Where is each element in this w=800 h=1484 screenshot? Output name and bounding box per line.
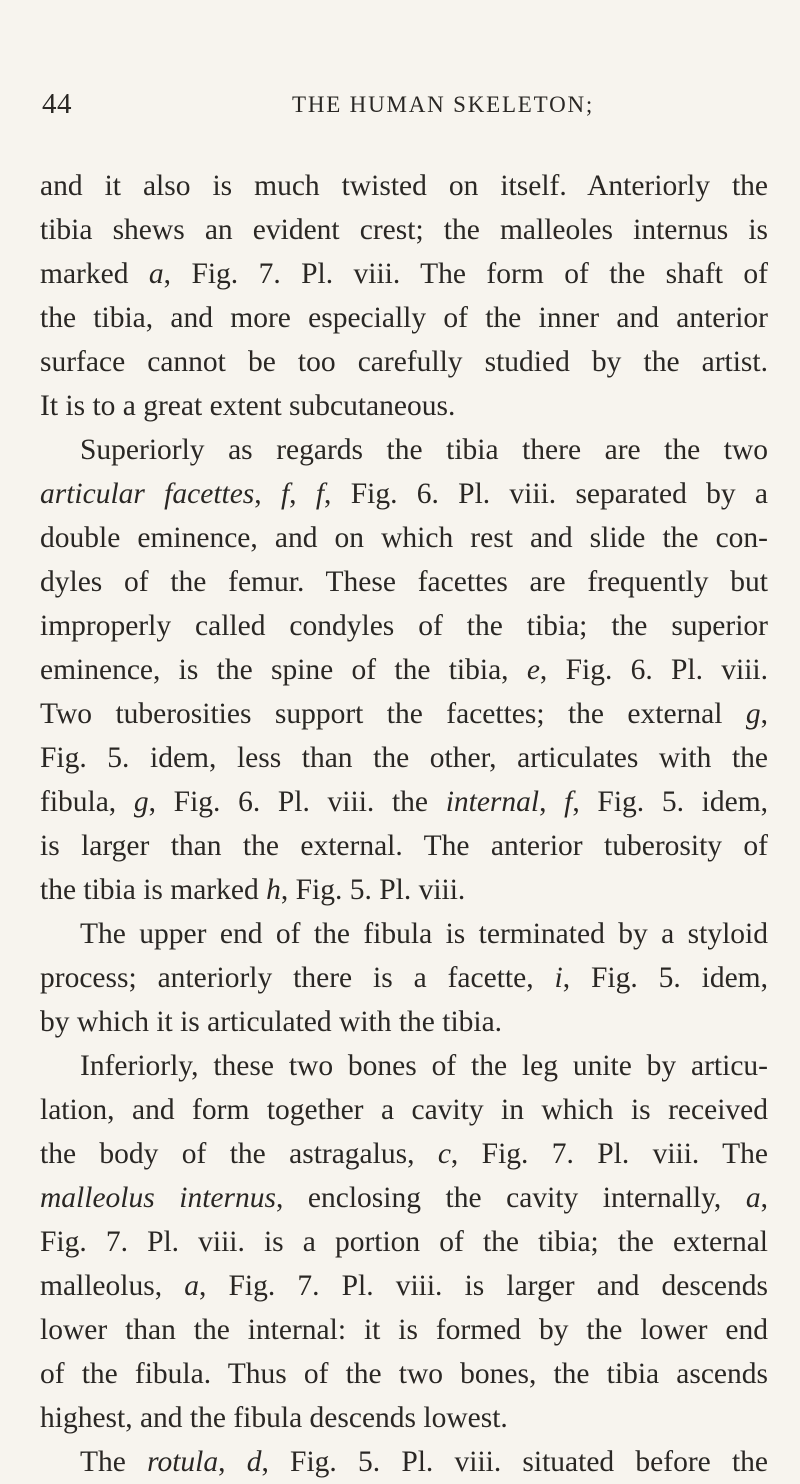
- text-line: Fig. 5. idem, less than the other, articulates with the: [40, 742, 768, 774]
- text-line: is larger than the external. The anterior tuberosity of: [40, 830, 768, 862]
- text-line: The rotula, d, Fig. 5. Pl. viii. situated before the: [80, 1446, 768, 1478]
- running-title: THE HUMAN SKELETON;: [292, 92, 595, 117]
- text-line: Two tuberosities support the facettes; the external g,: [40, 698, 768, 730]
- text-line: lation, and form together a cavity in which is received: [40, 1094, 768, 1126]
- text-line: highest, and the fibula descends lowest.: [40, 1402, 508, 1434]
- text-line: the tibia is marked h, Fig. 5. Pl. viii.: [40, 874, 466, 906]
- text-line: eminence, is the spine of the tibia, e, Fig. 6. Pl. viii.: [40, 654, 768, 686]
- text-line: and it also is much twisted on itself. Anteriorly the: [40, 170, 768, 202]
- text-line: Superiorly as regards the tibia there are the two: [80, 434, 768, 466]
- text-line: Inferiorly, these two bones of the leg unite by articu-: [80, 1050, 768, 1082]
- body-text: [40, 164, 768, 1484]
- text-line: of the fibula. Thus of the two bones, the tibia ascends: [40, 1358, 768, 1390]
- text-line: articular facettes, f, f, Fig. 6. Pl. viii. separated by a: [40, 478, 768, 510]
- text-line: improperly called condyles of the tibia; the superior: [40, 610, 768, 642]
- running-head: [42, 88, 762, 128]
- text-line: the tibia, and more especially of the inner and anterior: [40, 302, 768, 334]
- text-line: lower than the internal: it is formed by the lower end: [40, 1314, 768, 1346]
- text-line: process; anteriorly there is a facette, i, Fig. 5. idem,: [40, 962, 768, 994]
- page-number: 44: [42, 88, 72, 120]
- text-line: tibia shews an evident crest; the malleoles internus is: [40, 214, 768, 246]
- text-line: double eminence, and on which rest and slide the con-: [40, 522, 768, 554]
- text-line: marked a, Fig. 7. Pl. viii. The form of the shaft of: [40, 258, 768, 290]
- text-line: surface cannot be too carefully studied by the artist.: [40, 346, 768, 378]
- text-line: dyles of the femur. These facettes are frequently but: [40, 566, 768, 598]
- text-line: Fig. 7. Pl. viii. is a portion of the tibia; the external: [40, 1226, 768, 1258]
- text-line: The upper end of the fibula is terminated by a styloid: [80, 918, 768, 950]
- text-line: fibula, g, Fig. 6. Pl. viii. the internal, f, Fig. 5. idem,: [40, 786, 768, 818]
- text-line: by which it is articulated with the tibia.: [40, 1006, 503, 1038]
- text-line: It is to a great extent subcutaneous.: [40, 390, 456, 422]
- text-line: malleolus, a, Fig. 7. Pl. viii. is larger and descends: [40, 1270, 768, 1302]
- text-line: malleolus internus, enclosing the cavity internally, a,: [40, 1182, 768, 1214]
- text-line: the body of the astragalus, c, Fig. 7. Pl. viii. The: [40, 1138, 768, 1170]
